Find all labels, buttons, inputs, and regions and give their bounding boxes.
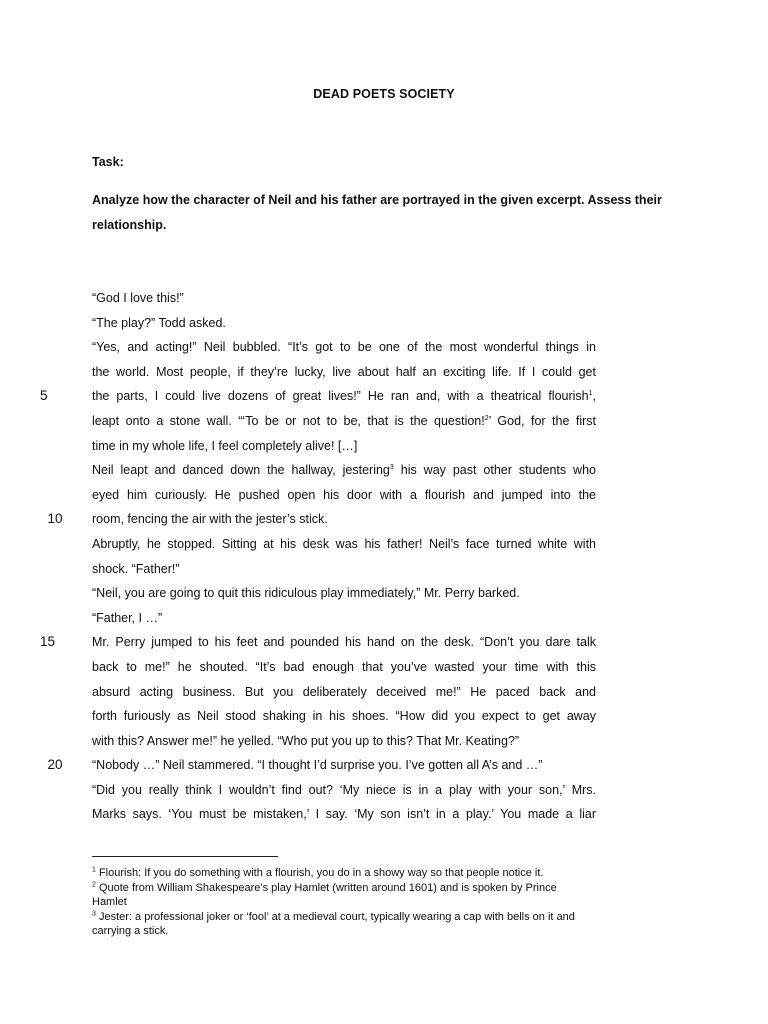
excerpt-line — [92, 360, 596, 385]
footnote-reference: 1 — [588, 390, 593, 398]
footnote-text: Flourish: If you do something with a flourish, you do in a showy way so that people notice it. — [95, 867, 544, 879]
footnote — [92, 910, 592, 939]
task-label: Task: — [92, 155, 124, 169]
line-text: , — [592, 389, 596, 404]
line-text: “The play?” Todd asked. — [92, 315, 226, 330]
footnote-separator — [92, 856, 278, 857]
line-number: 10 — [47, 511, 63, 527]
footnote-text: Jester: a professional joker or ‘fool’ at a medieval court, typically wearing a cap with bells on it and carrying a stick. — [92, 910, 575, 937]
footnote — [92, 866, 592, 881]
excerpt-line — [40, 630, 596, 655]
footnotes — [92, 866, 592, 939]
excerpt-line — [47, 507, 596, 532]
excerpt-line — [92, 532, 596, 557]
line-text: Mr. Perry jumped to his feet and pounded his hand on the desk. “Don’t you dare talk — [92, 635, 596, 650]
excerpt-line — [92, 335, 596, 360]
line-text: back to me!” he shouted. “It’s bad enough that you’ve wasted your time with this — [92, 659, 596, 674]
line-text: “Yes, and acting!” Neil bubbled. “It’s got to be one of the most wonderful things in — [92, 340, 596, 355]
line-text: “Nobody …” Neil stammered. “I thought I’d surprise you. I’ve gotten all A’s and …” — [92, 758, 543, 773]
line-text: with this? Answer me!” he yelled. “Who put you up to this? That Mr. Keating?” — [92, 733, 520, 748]
line-text: ’ God, for the first — [488, 413, 596, 428]
footnote-reference: 2 — [484, 414, 489, 422]
excerpt-line — [92, 557, 596, 582]
excerpt-line — [92, 581, 596, 606]
excerpt-line — [92, 680, 596, 705]
footnote-mark: 2 — [92, 880, 96, 888]
line-text: Abruptly, he stopped. Sitting at his desk was his father! Neil’s face turned white with — [92, 536, 596, 551]
footnote-reference: 3 — [389, 464, 394, 471]
line-number: 15 — [40, 634, 56, 650]
footnote-text: Quote from William Shakespeare’s play Hamlet (written around 1601) and is spoken by Prince Hamlet — [92, 881, 557, 908]
line-text: “Did you really think I wouldn’t find out? ‘My niece is in a play with your son,’ Mrs. — [92, 782, 596, 797]
excerpt-line — [92, 409, 596, 434]
excerpt-line — [92, 655, 596, 680]
line-text: “Neil, you are going to quit this ridiculous play immediately,” Mr. Perry barked. — [92, 586, 520, 601]
line-text: the world. Most people, if they’re lucky, live about half an exciting life. If I could get — [92, 364, 596, 379]
footnote-mark: 3 — [92, 909, 96, 917]
line-text: his way past other students who — [393, 463, 596, 478]
excerpt-line — [92, 802, 596, 827]
excerpt-line — [92, 434, 596, 459]
line-number: 5 — [40, 388, 48, 404]
excerpt-line — [92, 286, 596, 311]
task-prompt: Analyze how the character of Neil and his father are portrayed in the given excerpt. Assess their relationship. — [92, 193, 662, 232]
excerpt-line — [47, 753, 596, 778]
line-number: 20 — [47, 757, 63, 773]
line-text: “God I love this!” — [92, 291, 184, 305]
excerpt-line — [92, 606, 596, 631]
footnote-mark: 1 — [92, 866, 96, 874]
document-title: DEAD POETS SOCIETY — [313, 87, 455, 101]
line-text: eyed him curiously. He pushed open his door with a flourish and jumped into the — [92, 487, 596, 502]
line-text: shock. “Father!” — [92, 561, 180, 576]
line-text: absurd acting business. But you deliberately deceived me!” He paced back and — [92, 684, 596, 699]
line-text: forth furiously as Neil stood shaking in his shoes. “How did you expect to get away — [92, 709, 596, 724]
line-text: leapt onto a stone wall. “‘To be or not to be, that is the question! — [92, 413, 485, 428]
line-text: Marks says. ‘You must be mistaken,’ I say. ‘My son isn’t in a play.’ You made a liar — [92, 807, 596, 822]
line-text: “Father, I …” — [92, 610, 163, 625]
footnote — [92, 881, 592, 910]
excerpt-line — [40, 384, 596, 409]
excerpt-line — [92, 704, 596, 729]
excerpt-line — [92, 729, 596, 754]
excerpt-text — [40, 286, 596, 827]
line-text: room, fencing the air with the jester’s stick. — [92, 512, 328, 527]
excerpt-line — [92, 311, 596, 336]
excerpt-line — [92, 483, 596, 508]
line-text: the parts, I could live dozens of great lives!” He ran and, with a theatrical flourish — [92, 389, 589, 404]
line-text: Neil leapt and danced down the hallway, jestering — [92, 463, 390, 478]
line-text: time in my whole life, I feel completely alive! […] — [92, 438, 358, 453]
excerpt-line — [92, 458, 596, 483]
excerpt-line — [92, 778, 596, 803]
